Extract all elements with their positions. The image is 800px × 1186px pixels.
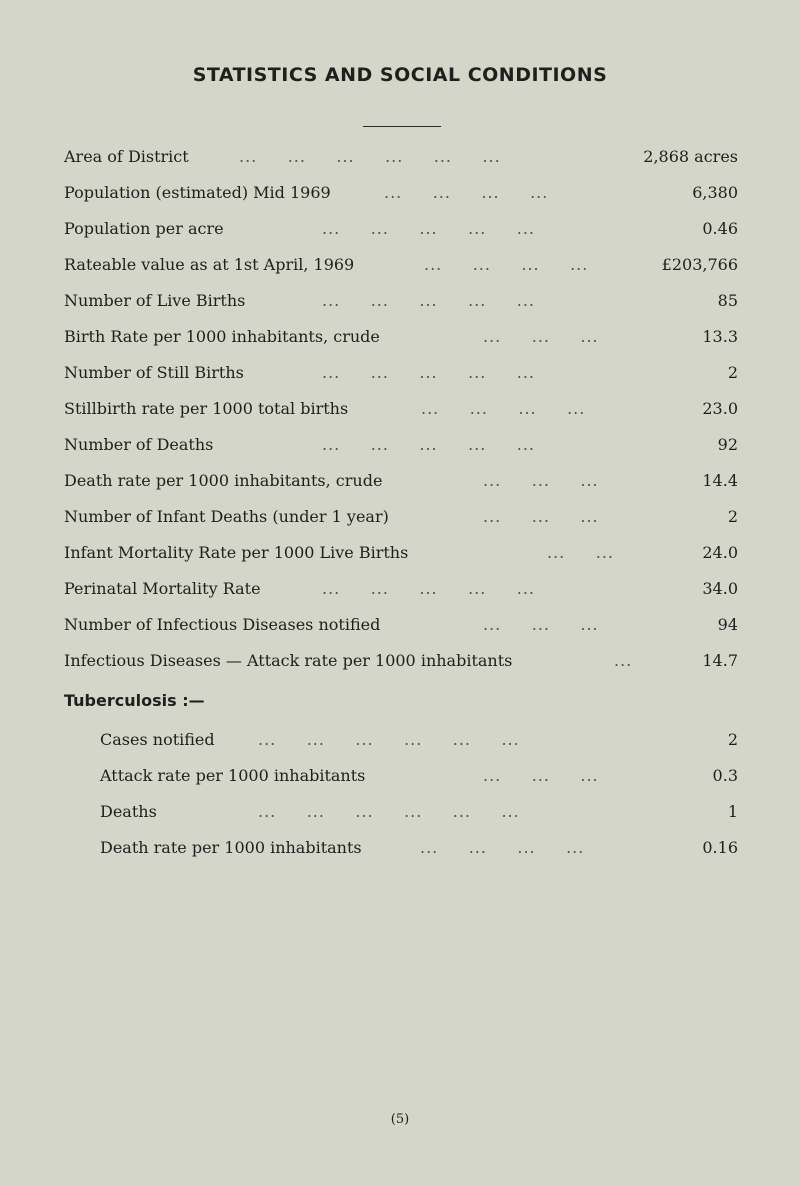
stat-label: Number of Live Births: [64, 291, 246, 310]
stat-value: 94: [717, 615, 738, 634]
stat-value: 34.0: [702, 579, 738, 598]
stat-row: [64, 288, 738, 314]
stat-row: [64, 324, 738, 350]
stat-value: 13.3: [702, 327, 738, 346]
stat-label: Attack rate per 1000 inhabitants: [100, 766, 366, 785]
stat-row: [64, 468, 738, 494]
stat-value: 92: [717, 435, 738, 454]
leader-dots: ... ...: [547, 543, 614, 562]
stat-label: Birth Rate per 1000 inhabitants, crude: [64, 327, 380, 346]
stat-value: 0.3: [712, 766, 738, 785]
stat-label: Number of Still Births: [64, 363, 244, 382]
leader-dots: ... ... ...: [483, 766, 599, 785]
stat-label: Area of District: [64, 147, 189, 166]
tuberculosis-heading: Tuberculosis :—: [64, 691, 205, 710]
stat-row: [64, 144, 738, 170]
stat-row: [64, 360, 738, 386]
stat-value: 2: [727, 730, 738, 749]
stat-label: Death rate per 1000 inhabitants: [100, 838, 362, 857]
leader-dots: ...: [614, 651, 633, 670]
stat-value: 23.0: [702, 399, 738, 418]
stat-value: £203,766: [661, 255, 738, 274]
leader-dots: ... ... ... ... ...: [322, 579, 536, 598]
stat-row: [64, 432, 738, 458]
leader-dots: ... ... ... ...: [384, 183, 549, 202]
stat-row: [64, 252, 738, 278]
stat-row: [64, 540, 738, 566]
stat-label: Number of Infectious Diseases notified: [64, 615, 381, 634]
stat-row: [64, 216, 738, 242]
stat-row: [64, 396, 738, 422]
stat-row: [64, 576, 738, 602]
leader-dots: ... ... ... ... ...: [322, 219, 536, 238]
leader-dots: ... ... ... ...: [424, 255, 589, 274]
stat-row: [100, 835, 738, 861]
stat-value: 1: [727, 802, 738, 821]
stat-row: [64, 504, 738, 530]
leader-dots: ... ... ... ... ...: [322, 363, 536, 382]
leader-dots: ... ... ... ... ... ...: [258, 730, 520, 749]
leader-dots: ... ... ...: [483, 327, 599, 346]
stat-label: Population (estimated) Mid 1969: [64, 183, 331, 202]
page-number: (5): [390, 1112, 410, 1127]
stat-value: 14.4: [702, 471, 738, 490]
stat-row: [100, 727, 738, 753]
leader-dots: ... ... ... ... ...: [322, 291, 536, 310]
page-title: STATISTICS AND SOCIAL CONDITIONS: [192, 64, 608, 86]
stat-row: [64, 648, 738, 674]
stat-row: [100, 799, 738, 825]
stat-label: Stillbirth rate per 1000 total births: [64, 399, 349, 418]
leader-dots: ... ... ... ...: [420, 838, 585, 857]
stat-label: Population per acre: [64, 219, 224, 238]
leader-dots: ... ... ...: [483, 507, 599, 526]
stat-label: Number of Deaths: [64, 435, 214, 454]
leader-dots: ... ... ... ... ...: [322, 435, 536, 454]
stat-label: Number of Infant Deaths (under 1 year): [64, 507, 389, 526]
stat-row: [64, 180, 738, 206]
stat-row: [100, 763, 738, 789]
stat-value: 14.7: [702, 651, 738, 670]
stat-label: Deaths: [100, 802, 157, 821]
stat-label: Rateable value as at 1st April, 1969: [64, 255, 355, 274]
stat-value: 2: [727, 507, 738, 526]
leader-dots: ... ... ... ... ... ...: [258, 802, 520, 821]
stat-label: Infant Mortality Rate per 1000 Live Births: [64, 543, 409, 562]
stat-label: Perinatal Mortality Rate: [64, 579, 261, 598]
leader-dots: ... ... ...: [483, 615, 599, 634]
stat-label: Infectious Diseases — Attack rate per 1000 inhabitants: [64, 651, 513, 670]
stat-value: 0.16: [702, 838, 738, 857]
leader-dots: ... ... ...: [483, 471, 599, 490]
title-underline: [363, 126, 441, 127]
stat-value: 2: [727, 363, 738, 382]
stat-value: 2,868 acres: [643, 147, 738, 166]
stat-row: [64, 612, 738, 638]
stat-value: 24.0: [702, 543, 738, 562]
leader-dots: ... ... ... ...: [421, 399, 586, 418]
stat-label: Cases notified: [100, 730, 215, 749]
leader-dots: ... ... ... ... ... ...: [239, 147, 501, 166]
stat-value: 85: [717, 291, 738, 310]
stat-label: Death rate per 1000 inhabitants, crude: [64, 471, 383, 490]
stat-value: 0.46: [702, 219, 738, 238]
stat-value: 6,380: [692, 183, 738, 202]
